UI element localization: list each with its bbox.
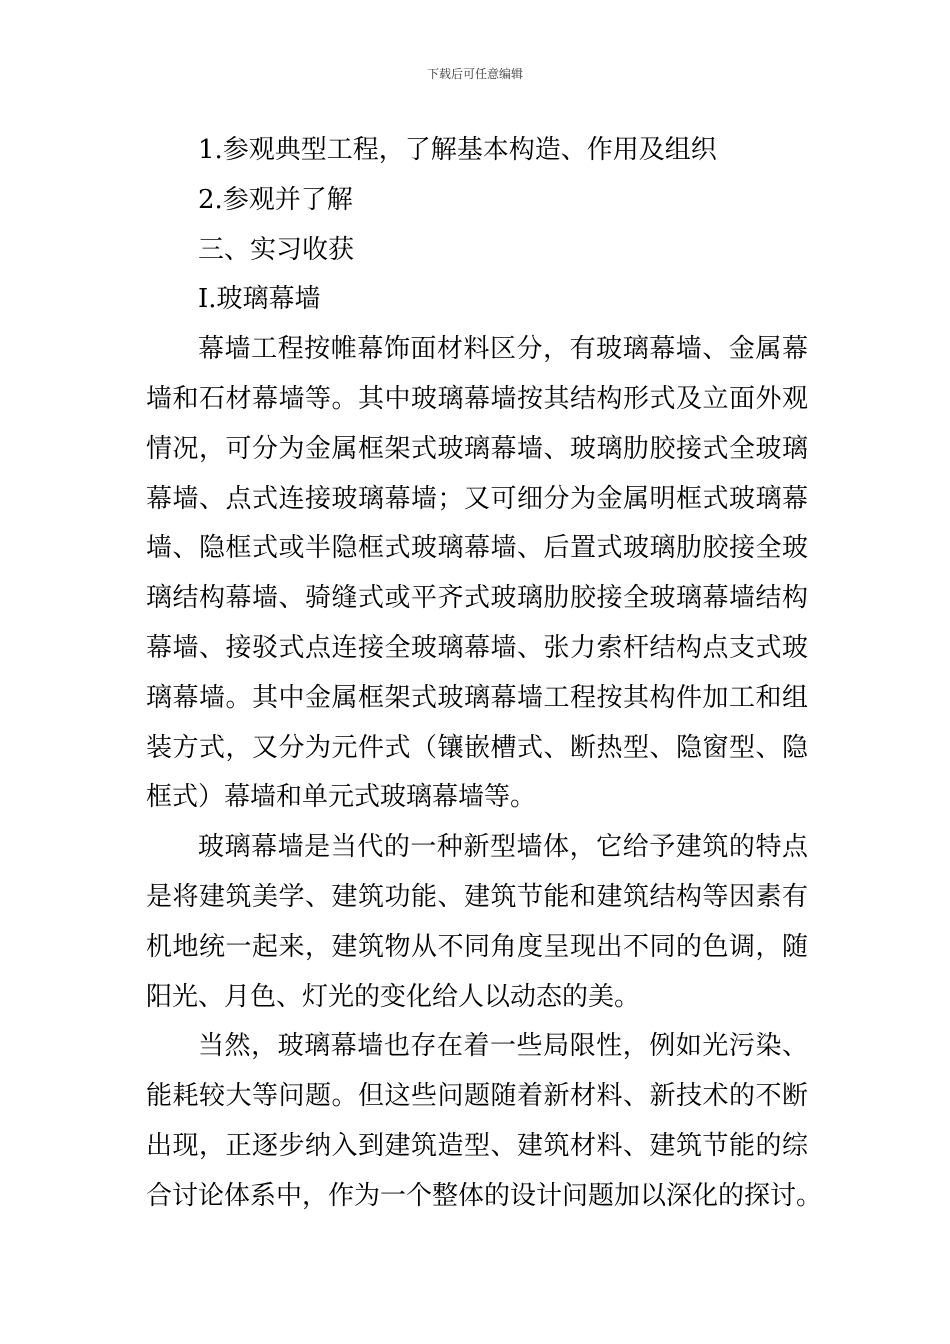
paragraph-line: 是将建筑美学、建筑功能、建筑节能和建筑结构等因素有	[146, 881, 808, 912]
paragraph-line: 墙和石材幕墙等。其中玻璃幕墙按其结构形式及立面外观	[146, 383, 808, 414]
paragraph-line: 璃幕墙。其中金属框架式玻璃幕墙工程按其构件加工和组	[146, 682, 808, 713]
paragraph-line: 阳光、月色、灯光的变化给人以动态的美。	[146, 981, 641, 1012]
paragraph-line: 框式）幕墙和单元式玻璃幕墙等。	[146, 782, 537, 813]
subsection-heading: I.玻璃幕墙	[198, 284, 321, 315]
paragraph-line: 玻璃幕墙是当代的一种新型墙体，它给予建筑的特点	[198, 832, 808, 863]
paragraph-line: 幕墙、点式连接玻璃幕墙；又可细分为金属明框式玻璃幕	[146, 483, 808, 514]
paragraph-line: 墙、隐框式或半隐框式玻璃幕墙、后置式玻璃肋胶接全玻	[146, 533, 808, 564]
list-item-2: 2.参观并了解	[198, 184, 353, 215]
list-item-1: 1.参观典型工程，了解基本构造、作用及组织	[198, 135, 717, 165]
paragraph-line: 合讨论体系中，作为一个整体的设计问题加以深化的探讨。	[146, 1180, 823, 1211]
paragraph-line: 出现，正逐步纳入到建筑造型、建筑材料、建筑节能的综	[146, 1130, 808, 1161]
paragraph-line: 机地统一起来，建筑物从不同角度呈现出不同的色调，随	[146, 931, 808, 962]
paragraph-line: 幕墙工程按帷幕饰面材料区分，有玻璃幕墙、金属幕	[198, 334, 808, 365]
paragraph-line: 能耗较大等问题。但这些问题随着新材料、新技术的不断	[146, 1081, 808, 1112]
paragraph-line: 当然，玻璃幕墙也存在着一些局限性，例如光污染、	[198, 1031, 808, 1062]
paragraph-line: 情况，可分为金属框架式玻璃幕墙、玻璃肋胶接式全玻璃	[146, 433, 808, 464]
paragraph-line: 幕墙、接驳式点连接全玻璃幕墙、张力索杆结构点支式玻	[146, 632, 808, 663]
paragraph-line: 装方式，又分为元件式（镶嵌槽式、断热型、隐窗型、隐	[146, 732, 808, 763]
section-heading: 三、实习收获	[198, 234, 355, 265]
paragraph-line: 璃结构幕墙、骑缝式或平齐式玻璃肋胶接全玻璃幕墙结构	[146, 583, 808, 614]
document-body	[146, 126, 823, 1222]
page-header: 下载后可任意编辑	[426, 67, 523, 81]
